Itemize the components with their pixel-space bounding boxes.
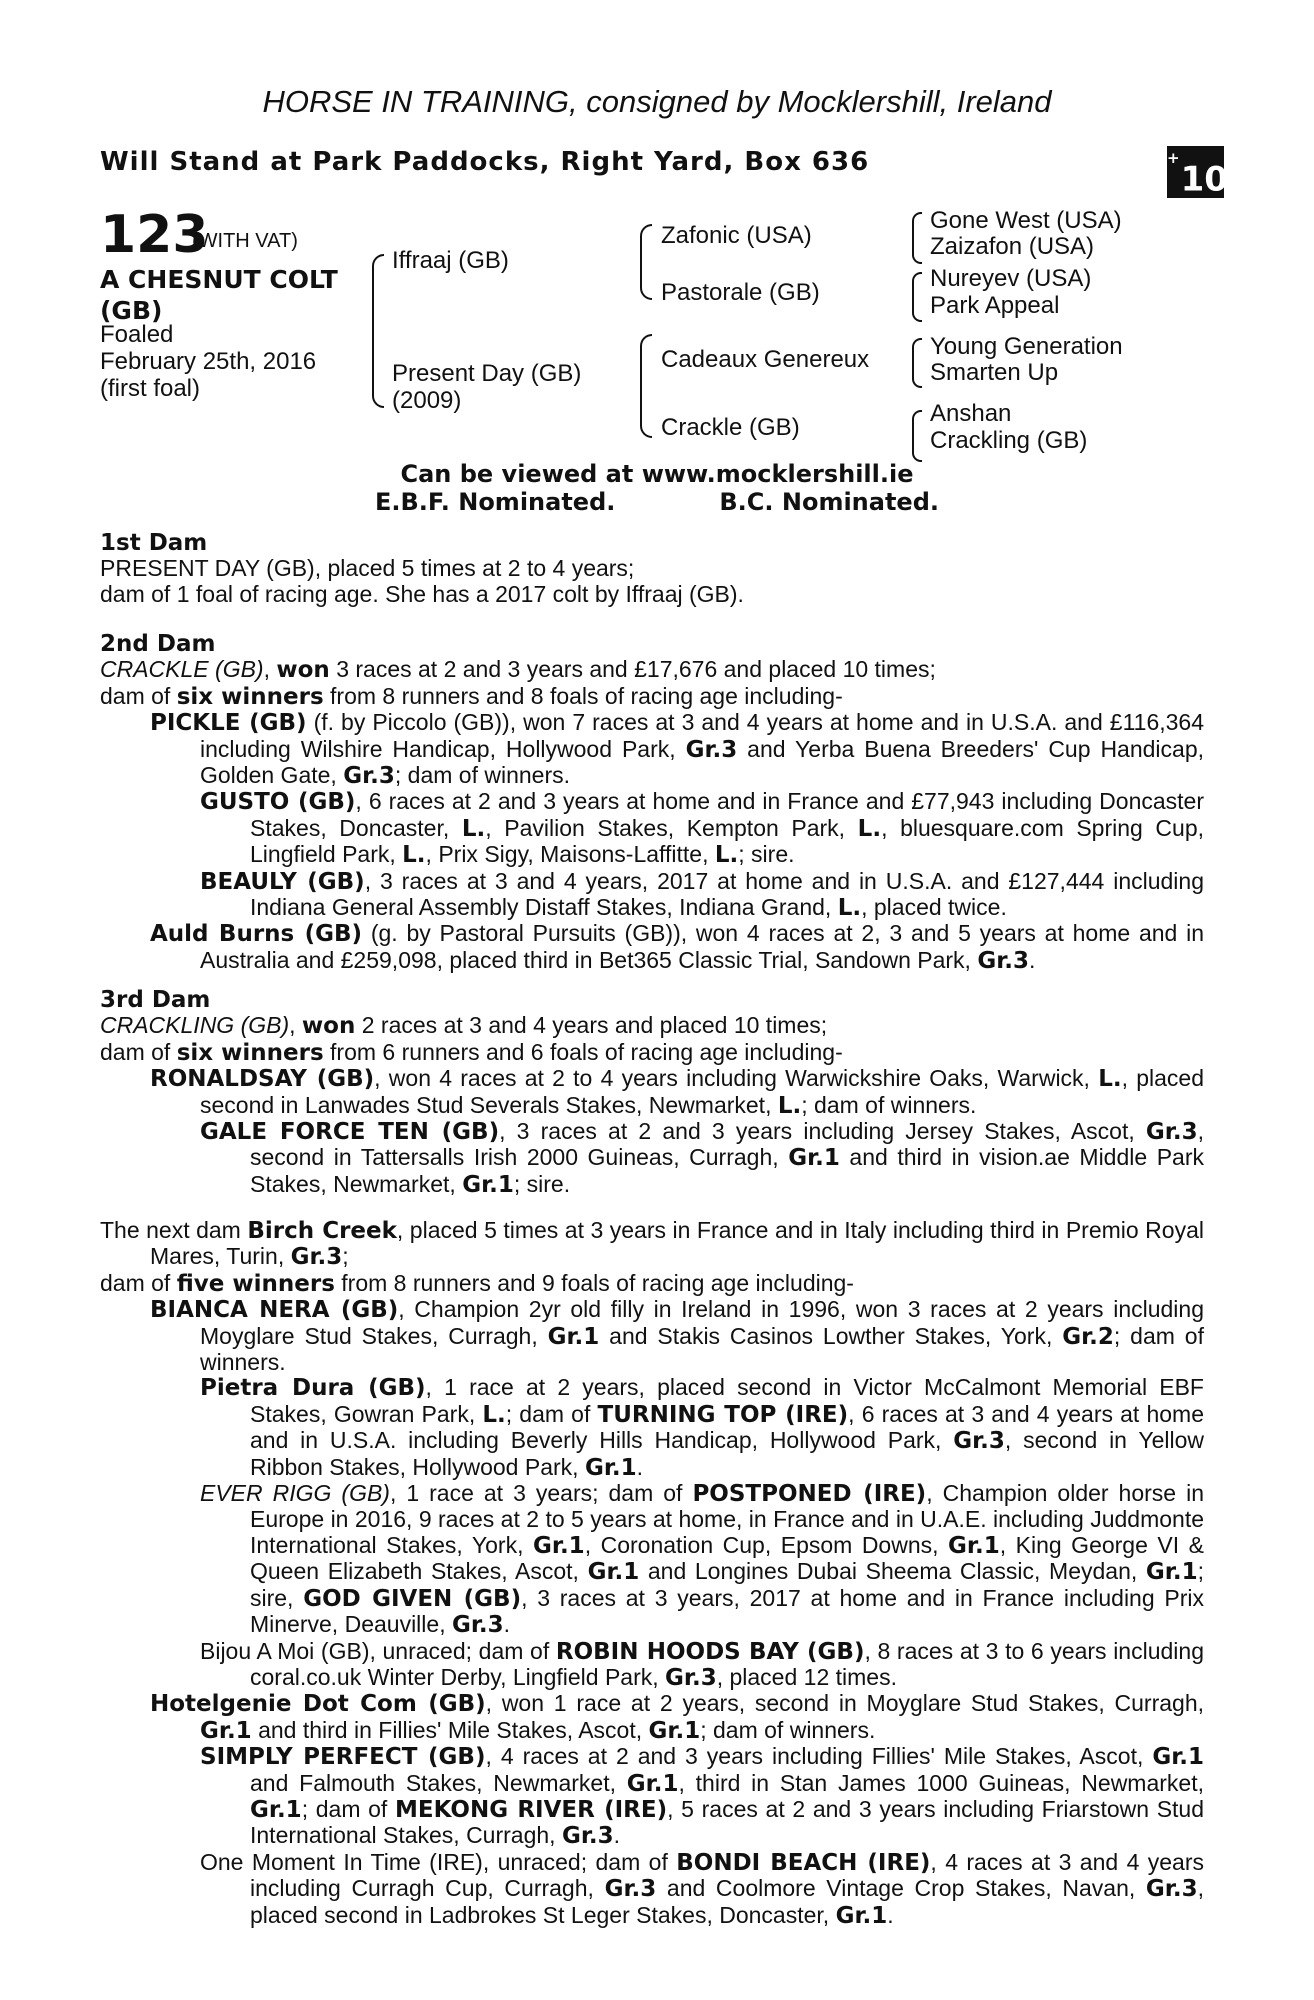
text: , second in Yellow Ribbon Stakes, Hollywood Park, bbox=[250, 1427, 1204, 1480]
third-dam-heading: 3rd Dam bbox=[100, 987, 211, 1013]
produce-simply-perfect bbox=[100, 1744, 1204, 1850]
second-dam-heading: 2nd Dam bbox=[100, 631, 216, 657]
pedigree-sire-sire: Zafonic (USA) bbox=[661, 222, 812, 249]
second-dam-record bbox=[100, 657, 1204, 683]
text: , Coronation Cup, Epsom Downs, bbox=[584, 1531, 949, 1558]
pedigree-ddd: Crackling (GB) bbox=[930, 427, 1088, 454]
text: dam of bbox=[100, 682, 177, 709]
text: ; sire. bbox=[513, 1170, 571, 1197]
produce-gale-force-ten bbox=[100, 1119, 1204, 1198]
grade: Gr.3 bbox=[1145, 1119, 1198, 1146]
catalogue-header: HORSE IN TRAINING, consigned by Mocklershill, Ireland bbox=[262, 84, 1052, 119]
text: , 4 races at 2 and 3 years including Fillies' Mile Stakes, Ascot, bbox=[485, 1743, 1153, 1770]
text: and third in vision.ae Middle Park Stakes, Newmarket, bbox=[250, 1144, 1204, 1197]
grade: L. bbox=[1098, 1066, 1122, 1093]
grade: Gr.1 bbox=[648, 1717, 701, 1744]
text: , 1 race at 2 years, placed second in Victor McCalmont Memorial EBF Stakes, Gowran Park, bbox=[250, 1374, 1204, 1427]
pedigree-bracket-dam bbox=[640, 334, 652, 438]
horse-name: BIANCA NERA (GB) bbox=[150, 1297, 399, 1324]
text: , won 1 race at 2 years, second in Moyglare Stud Stakes, Curragh, bbox=[485, 1690, 1204, 1717]
lot-number: 123 bbox=[100, 205, 209, 265]
grade: Gr.3 bbox=[290, 1244, 343, 1271]
text: dam of bbox=[100, 1038, 177, 1065]
pedigree-dam-year: (2009) bbox=[392, 387, 462, 414]
first-dam-line-1: PRESENT DAY (GB), placed 5 times at 2 to 4 years; bbox=[100, 555, 635, 582]
pedigree-bracket-sire bbox=[640, 224, 652, 300]
pedigree-dam-name: Present Day (GB) bbox=[392, 360, 582, 387]
nominations-line bbox=[0, 488, 1314, 516]
pedigree-sire: Iffraaj (GB) bbox=[392, 247, 509, 274]
pedigree-ssd: Zaizafon (USA) bbox=[930, 233, 1095, 260]
horse-name: Pietra Dura (GB) bbox=[200, 1375, 426, 1402]
grade: Gr.1 bbox=[1152, 1744, 1204, 1771]
dam-name: Birch Creek bbox=[247, 1218, 397, 1244]
text: , Prix Sigy, Maisons-Laffitte, bbox=[425, 841, 715, 868]
text: from 6 runners and 6 foals of racing age including- bbox=[323, 1038, 843, 1065]
horse-name: EVER RIGG (GB) bbox=[200, 1480, 390, 1507]
pedigree-dam-sire: Cadeaux Genereux bbox=[661, 346, 870, 373]
text: . bbox=[636, 1453, 644, 1480]
grade: L. bbox=[482, 1401, 506, 1428]
next-dam-section bbox=[100, 1218, 1204, 1929]
third-dam-section bbox=[100, 988, 1204, 1198]
text: and Yerba Buena Breeders' Cup Handicap, Golden Gate, bbox=[200, 735, 1205, 789]
dam-name: CRACKLE (GB) bbox=[100, 656, 264, 683]
produce-one-moment-in-time bbox=[100, 1850, 1204, 1929]
pedigree-dsd: Smarten Up bbox=[930, 359, 1059, 386]
text: ; dam of winners. bbox=[200, 1322, 1204, 1376]
pedigree-sire-dam: Pastorale (GB) bbox=[661, 279, 820, 306]
pedigree-sds: Nureyev (USA) bbox=[930, 265, 1092, 292]
text: Bijou A Moi (GB), unraced; dam of bbox=[200, 1637, 556, 1664]
text: ; dam of winners. bbox=[700, 1716, 876, 1743]
grade: Gr.1 bbox=[250, 1796, 302, 1823]
nomination-notes bbox=[0, 460, 1314, 516]
produce-ever-rigg bbox=[100, 1481, 1204, 1638]
grade: L. bbox=[837, 895, 862, 922]
horse-name: ROBIN HOODS BAY (GB) bbox=[555, 1638, 865, 1665]
text: , 1 race at 3 years; dam of bbox=[389, 1480, 693, 1507]
text: (f. by Piccolo (GB)), won 7 races at 3 and 4 years at home and in U.S.A. and £116,364 including Wilshire Handicap, Hollywood Park, bbox=[200, 709, 1204, 762]
grade: L. bbox=[714, 842, 739, 869]
grade: Gr.3 bbox=[1145, 1876, 1198, 1903]
horse-name: BONDI BEACH (IRE) bbox=[676, 1849, 931, 1876]
horse-name: GOD GIVEN (GB) bbox=[303, 1585, 522, 1612]
text: , 4 races at 3 and 4 years including Curragh Cup, Curragh, bbox=[250, 1848, 1204, 1902]
text: . bbox=[503, 1611, 511, 1638]
text: ; sire, bbox=[250, 1558, 1204, 1611]
text: from 8 runners and 8 foals of racing age including- bbox=[323, 682, 843, 709]
text: One Moment In Time (IRE), unraced; dam of bbox=[200, 1848, 677, 1875]
text: and Stakis Casinos Lowther Stakes, York, bbox=[599, 1322, 1063, 1349]
pedigree-dam-dam: Crackle (GB) bbox=[661, 414, 800, 441]
winners-count: six winners bbox=[176, 683, 324, 710]
pedigree-bracket-gen1 bbox=[372, 254, 384, 408]
text: , bbox=[289, 1012, 302, 1039]
text: ; dam of bbox=[505, 1400, 598, 1427]
pedigree-dds: Anshan bbox=[930, 400, 1012, 427]
grade: Gr.1 bbox=[462, 1171, 514, 1198]
pedigree-dss: Young Generation bbox=[930, 333, 1123, 360]
grade: L. bbox=[857, 815, 882, 842]
pedigree-bracket-ds bbox=[912, 338, 922, 388]
grade: Gr.3 bbox=[451, 1612, 504, 1639]
text: 3 races at 2 and 3 years and £17,676 and placed 10 times; bbox=[329, 656, 936, 683]
third-dam-produce bbox=[100, 1040, 1204, 1066]
lot-description bbox=[100, 264, 360, 326]
horse-name: Hotelgenie Dot Com (GB) bbox=[150, 1691, 486, 1718]
produce-bijou-a-moi bbox=[100, 1639, 1204, 1692]
grade: Gr.1 bbox=[788, 1145, 840, 1172]
text: , won 4 races at 2 to 4 years including Warwickshire Oaks, Warwick, bbox=[374, 1065, 1099, 1092]
horse-name: PICKLE (GB) bbox=[150, 710, 307, 737]
text: The next dam bbox=[100, 1217, 248, 1243]
winners-count: six winners bbox=[176, 1039, 324, 1066]
foaled-label: Foaled bbox=[100, 321, 174, 348]
text: , placed twice. bbox=[861, 894, 1007, 921]
text: dam of bbox=[100, 1269, 177, 1296]
text: , bluesquare.com Spring Cup, Lingfield Park, bbox=[250, 814, 1204, 868]
produce-pickle bbox=[100, 710, 1204, 789]
grade: Gr.3 bbox=[953, 1428, 1005, 1455]
text: , 3 races at 2 and 3 years including Jersey Stakes, Ascot, bbox=[499, 1118, 1146, 1145]
first-dam-section bbox=[100, 531, 1204, 607]
text: (g. by Pastoral Pursuits (GB)), won 4 races at 2, 3 and 5 years at home and in Australia and £259,098, placed third in Bet365 Classic Trial, Sandown Park, bbox=[200, 920, 1205, 973]
text: , placed 12 times. bbox=[716, 1663, 897, 1690]
text: , King George VI & Queen Elizabeth Stakes, Ascot, bbox=[250, 1531, 1204, 1585]
second-dam-produce bbox=[100, 684, 1204, 710]
first-dam-heading: 1st Dam bbox=[100, 530, 208, 556]
produce-gusto bbox=[100, 789, 1204, 868]
pedigree-bracket-ss bbox=[912, 212, 922, 264]
text: , 3 races at 3 years, 2017 at home and in France including Prix Minerve, Deauville, bbox=[250, 1584, 1204, 1638]
pedigree-sss: Gone West (USA) bbox=[930, 207, 1122, 234]
next-dam-record bbox=[100, 1218, 1204, 1271]
grade: Gr.1 bbox=[533, 1532, 585, 1559]
grade: Gr.1 bbox=[584, 1454, 637, 1481]
grade: Gr.1 bbox=[587, 1559, 640, 1586]
produce-hotelgenie bbox=[100, 1691, 1204, 1744]
lot-description-line-1: A CHESNUT COLT bbox=[100, 265, 338, 294]
viewing-note: Can be viewed at www.mocklershill.ie bbox=[400, 460, 914, 488]
grade: Gr.1 bbox=[200, 1717, 252, 1744]
grade: Gr.3 bbox=[343, 763, 395, 790]
text: . bbox=[613, 1822, 621, 1849]
horse-name: RONALDSAY (GB) bbox=[150, 1066, 375, 1093]
text: ; dam of winners. bbox=[394, 762, 571, 789]
text: . bbox=[887, 1901, 894, 1928]
bc-nominated: B.C. Nominated. bbox=[719, 488, 940, 516]
stand-location: Will Stand at Park Paddocks, Right Yard, Box 636 bbox=[100, 147, 870, 177]
text: , third in Stan James 1000 Guineas, Newmarket, bbox=[678, 1769, 1204, 1796]
foaled-date: February 25th, 2016 bbox=[100, 348, 317, 375]
horse-name: GUSTO (GB) bbox=[200, 789, 356, 816]
won-label: won bbox=[301, 1013, 356, 1040]
text: , Champion older horse in Europe in 2016, 9 races at 2 to 5 years at home, in France and in U.A.E. including Juddmonte International Stakes, York, bbox=[250, 1480, 1204, 1558]
produce-bianca-nera bbox=[100, 1297, 1204, 1375]
pedigree-sdd: Park Appeal bbox=[930, 292, 1060, 319]
text: and Coolmore Vintage Crop Stakes, Navan, bbox=[656, 1875, 1146, 1902]
text: , Champion 2yr old filly in Ireland in 1996, won 3 races at 2 years including Moyglare Stud Stakes, Curragh, bbox=[200, 1296, 1204, 1349]
third-dam-record bbox=[100, 1013, 1204, 1039]
lot-description-line-2: (GB) bbox=[100, 296, 163, 325]
grade: Gr.2 bbox=[1062, 1323, 1114, 1350]
produce-ronaldsay bbox=[100, 1066, 1204, 1119]
grade: L. bbox=[461, 815, 486, 842]
pedigree-bracket-sd bbox=[912, 272, 922, 322]
text: ; dam of bbox=[301, 1795, 395, 1822]
won-label: won bbox=[276, 657, 330, 684]
grade: Gr.3 bbox=[604, 1876, 657, 1903]
text: , 6 races at 2 and 3 years at home and in France and £77,943 including Doncaster Stakes, Doncaster, bbox=[250, 788, 1204, 841]
plus-ten-badge bbox=[1167, 146, 1228, 200]
dam-name: CRACKLING (GB) bbox=[100, 1012, 290, 1039]
first-dam-line-2: dam of 1 foal of racing age. She has a 2017 colt by Iffraaj (GB). bbox=[100, 580, 744, 607]
text: , 8 races at 3 to 6 years including coral.co.uk Winter Derby, Lingfield Park, bbox=[250, 1637, 1204, 1690]
produce-auld-burns bbox=[100, 921, 1204, 974]
text: , placed second in Ladbrokes St Leger Stakes, Doncaster, bbox=[250, 1875, 1204, 1928]
grade: Gr.3 bbox=[685, 736, 738, 763]
foal-order: (first foal) bbox=[100, 375, 201, 402]
text: , Pavilion Stakes, Kempton Park, bbox=[485, 814, 858, 841]
text: ; bbox=[342, 1243, 349, 1270]
ebf-nominated: E.B.F. Nominated. bbox=[374, 488, 616, 516]
grade: L. bbox=[777, 1092, 802, 1119]
text: , 3 races at 3 and 4 years, 2017 at home and in U.S.A. and £127,444 including Indiana General Assembly Distaff Stakes, Indiana Grand, bbox=[250, 867, 1204, 921]
text: , 5 races at 2 and 3 years including Friarstown Stud International Stakes, Curragh, bbox=[250, 1795, 1205, 1849]
horse-name: POSTPONED (IRE) bbox=[692, 1481, 927, 1508]
produce-beauly bbox=[100, 869, 1204, 922]
text: and Falmouth Stakes, Newmarket, bbox=[250, 1769, 627, 1796]
text: , bbox=[263, 656, 277, 683]
next-dam-produce bbox=[100, 1271, 1204, 1297]
text: , placed second in Lanwades Stud Severals Stakes, Newmarket, bbox=[200, 1065, 1204, 1118]
horse-name: SIMPLY PERFECT (GB) bbox=[200, 1744, 486, 1771]
produce-pietra-dura bbox=[100, 1375, 1204, 1481]
grade: Gr.1 bbox=[835, 1902, 888, 1929]
second-dam-section bbox=[100, 632, 1204, 974]
grade: Gr.3 bbox=[977, 947, 1030, 974]
horse-name: Auld Burns (GB) bbox=[150, 921, 363, 948]
winners-count: five winners bbox=[176, 1270, 335, 1297]
grade: L. bbox=[402, 842, 426, 869]
horse-name: TURNING TOP (IRE) bbox=[597, 1401, 849, 1428]
text: 2 races at 3 and 4 years and placed 10 times; bbox=[355, 1012, 828, 1039]
text: and third in Fillies' Mile Stakes, Ascot, bbox=[251, 1716, 649, 1743]
pedigree-dam bbox=[392, 360, 581, 414]
text: from 8 runners and 9 foals of racing age including- bbox=[334, 1269, 854, 1296]
text: ; sire. bbox=[738, 841, 795, 868]
grade: Gr.3 bbox=[561, 1823, 614, 1850]
text: , 6 races at 3 and 4 years at home and in U.S.A. including Beverly Hills Handicap, Hollywood Park, bbox=[250, 1400, 1204, 1454]
horse-name: BEAULY (GB) bbox=[200, 868, 365, 895]
badge-plus: + bbox=[1167, 149, 1180, 167]
badge-number: 10 bbox=[1180, 159, 1228, 200]
foaled-info bbox=[100, 321, 316, 402]
text: ; dam of winners. bbox=[801, 1091, 977, 1118]
grade: Gr.1 bbox=[948, 1532, 1000, 1559]
text: , placed 5 times at 3 years in France and in Italy including third in Premio Royal Mares, Turin, bbox=[150, 1217, 1204, 1270]
text: . bbox=[1029, 946, 1036, 973]
text: , second in Tattersalls Irish 2000 Guineas, Curragh, bbox=[250, 1118, 1204, 1171]
pedigree-bracket-dd bbox=[912, 410, 922, 462]
grade: Gr.1 bbox=[626, 1770, 679, 1797]
grade: Gr.1 bbox=[1145, 1559, 1198, 1586]
vat-note: (WITH VAT) bbox=[192, 230, 298, 252]
horse-name: MEKONG RIVER (IRE) bbox=[395, 1796, 668, 1823]
text: and Longines Dubai Sheema Classic, Meydan, bbox=[639, 1558, 1146, 1585]
grade: Gr.3 bbox=[665, 1664, 717, 1691]
grade: Gr.1 bbox=[547, 1323, 600, 1350]
horse-name: GALE FORCE TEN (GB) bbox=[200, 1119, 500, 1146]
